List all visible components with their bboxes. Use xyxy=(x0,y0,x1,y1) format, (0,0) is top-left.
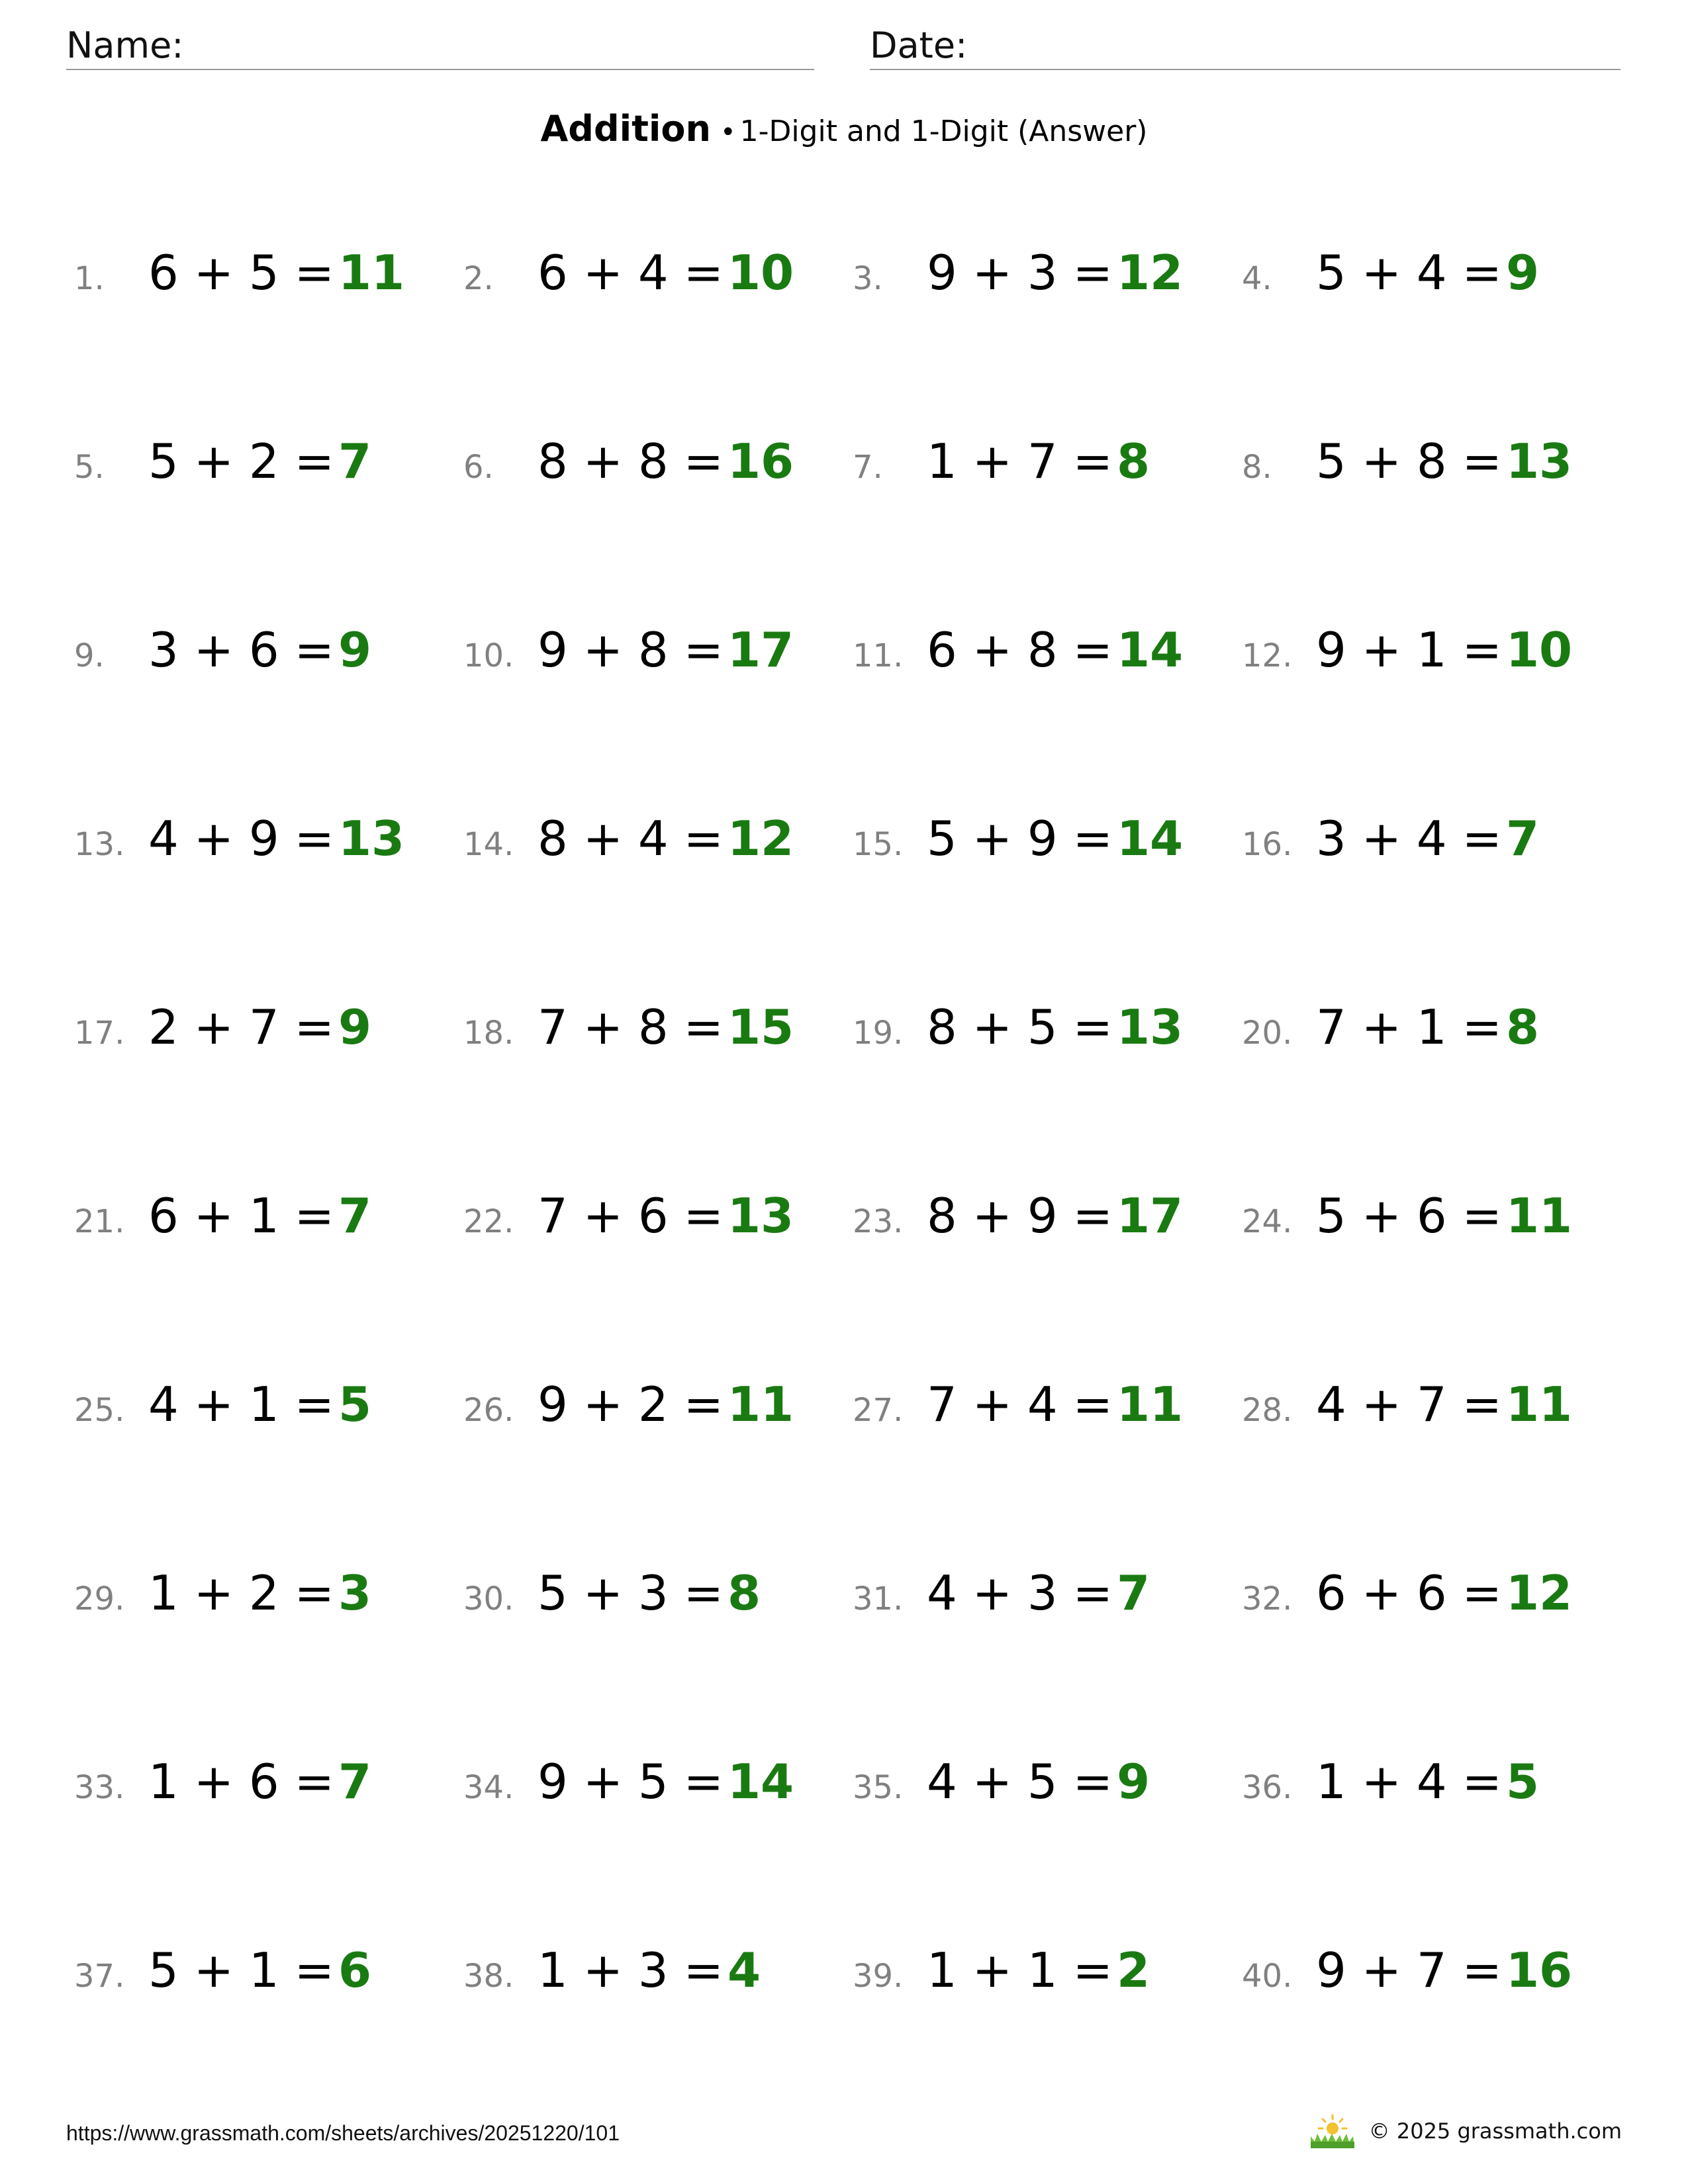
problem-item xyxy=(74,811,463,999)
problem-number: 8. xyxy=(1242,449,1272,486)
problem-answer: 5 xyxy=(1505,1754,1540,1809)
problem-answer: 11 xyxy=(1505,1377,1573,1432)
problem-expression: 6 + 1 = xyxy=(148,1188,334,1244)
problem-expression: 9 + 5 = xyxy=(538,1754,724,1809)
problem-expression: 6 + 6 = xyxy=(1316,1565,1502,1621)
problem-answer: 13 xyxy=(1505,433,1573,489)
problem-answer: 14 xyxy=(1116,622,1184,678)
problem-expression: 5 + 2 = xyxy=(148,433,334,489)
problem-expression: 1 + 7 = xyxy=(927,433,1113,489)
name-label: Name: xyxy=(66,24,184,66)
problem-expression: 5 + 4 = xyxy=(1316,245,1502,300)
problem-answer: 6 xyxy=(338,1942,372,1998)
problem-item xyxy=(853,622,1242,811)
problem-answer: 7 xyxy=(1116,1565,1150,1621)
problem-expression: 5 + 3 = xyxy=(538,1565,724,1621)
date-label: Date: xyxy=(870,24,968,66)
problem-expression: 5 + 9 = xyxy=(927,811,1113,866)
problem-answer: 4 xyxy=(727,1942,761,1998)
problem-number: 17. xyxy=(74,1015,125,1052)
problem-number: 12. xyxy=(1242,637,1293,674)
problem-item xyxy=(74,999,463,1188)
problem-expression: 9 + 1 = xyxy=(1316,622,1502,678)
problem-item xyxy=(74,1942,463,2131)
problem-number: 30. xyxy=(463,1580,514,1617)
problem-expression: 4 + 1 = xyxy=(148,1377,334,1432)
problem-answer: 16 xyxy=(727,433,794,489)
problem-expression: 9 + 3 = xyxy=(927,245,1113,300)
problem-answer: 16 xyxy=(1505,1942,1573,1998)
problem-number: 15. xyxy=(853,826,904,863)
problem-expression: 3 + 4 = xyxy=(1316,811,1502,866)
problem-expression: 7 + 4 = xyxy=(927,1377,1113,1432)
problem-answer: 17 xyxy=(727,622,794,678)
problem-expression: 7 + 1 = xyxy=(1316,999,1502,1055)
problem-number: 18. xyxy=(463,1015,514,1052)
problem-answer: 14 xyxy=(1116,811,1184,866)
problem-number: 31. xyxy=(853,1580,904,1617)
problem-expression: 5 + 1 = xyxy=(148,1942,334,1998)
problem-item xyxy=(853,1565,1242,1754)
problem-item xyxy=(463,433,853,622)
problem-item xyxy=(853,1942,1242,2131)
problem-item xyxy=(1242,433,1631,622)
problem-number: 26. xyxy=(463,1392,514,1429)
problem-expression: 7 + 6 = xyxy=(538,1188,724,1244)
problem-expression: 6 + 5 = xyxy=(148,245,334,300)
problem-answer: 3 xyxy=(338,1565,372,1621)
problem-item xyxy=(1242,1565,1631,1754)
problem-item xyxy=(853,811,1242,999)
problem-item xyxy=(853,1377,1242,1565)
problem-item xyxy=(74,1565,463,1754)
problem-answer: 7 xyxy=(1505,811,1540,866)
problem-item xyxy=(463,811,853,999)
problem-answer: 9 xyxy=(338,622,372,678)
problem-answer: 11 xyxy=(1505,1188,1573,1244)
problem-number: 29. xyxy=(74,1580,125,1617)
problem-expression: 7 + 8 = xyxy=(538,999,724,1055)
problem-expression: 8 + 9 = xyxy=(927,1188,1113,1244)
problem-item xyxy=(1242,245,1631,433)
problem-number: 11. xyxy=(853,637,904,674)
problem-number: 16. xyxy=(1242,826,1293,863)
problem-number: 21. xyxy=(74,1203,125,1240)
problem-expression: 1 + 1 = xyxy=(927,1942,1113,1998)
problem-item xyxy=(853,999,1242,1188)
problem-number: 10. xyxy=(463,637,514,674)
problem-item xyxy=(74,1754,463,1942)
problem-expression: 4 + 3 = xyxy=(927,1565,1113,1621)
problem-item xyxy=(463,622,853,811)
problem-number: 7. xyxy=(853,449,883,486)
problem-item xyxy=(1242,1754,1631,1942)
problem-number: 20. xyxy=(1242,1015,1293,1052)
problem-number: 32. xyxy=(1242,1580,1293,1617)
title-subtitle: 1-Digit and 1-Digit (Answer) xyxy=(739,114,1148,148)
problem-answer: 14 xyxy=(727,1754,794,1809)
problem-answer: 15 xyxy=(727,999,794,1055)
problem-item xyxy=(463,1754,853,1942)
problem-number: 2. xyxy=(463,260,494,297)
problem-item xyxy=(463,245,853,433)
problem-number: 40. xyxy=(1242,1958,1293,1995)
problem-item xyxy=(463,1565,853,1754)
problem-expression: 8 + 8 = xyxy=(538,433,724,489)
problem-answer: 10 xyxy=(727,245,794,300)
footer-brand xyxy=(1308,2113,1622,2150)
problem-answer: 13 xyxy=(1116,999,1184,1055)
problem-expression: 6 + 4 = xyxy=(538,245,724,300)
problem-answer: 7 xyxy=(338,1754,372,1809)
problem-answer: 11 xyxy=(727,1377,794,1432)
problem-item xyxy=(463,999,853,1188)
problem-expression: 1 + 2 = xyxy=(148,1565,334,1621)
title-separator: • xyxy=(720,117,736,148)
problem-number: 3. xyxy=(853,260,883,297)
problem-number: 28. xyxy=(1242,1392,1293,1429)
problem-item xyxy=(74,1188,463,1377)
problem-number: 13. xyxy=(74,826,125,863)
problem-item xyxy=(853,1754,1242,1942)
problem-item xyxy=(1242,1942,1631,2131)
problem-expression: 5 + 6 = xyxy=(1316,1188,1502,1244)
problem-number: 25. xyxy=(74,1392,125,1429)
problem-answer: 13 xyxy=(727,1188,794,1244)
worksheet-title xyxy=(0,106,1688,161)
problem-answer: 8 xyxy=(1116,433,1150,489)
problem-item xyxy=(463,1942,853,2131)
problem-number: 35. xyxy=(853,1769,904,1806)
problem-answer: 12 xyxy=(1116,245,1184,300)
problem-answer: 12 xyxy=(1505,1565,1573,1621)
problem-number: 4. xyxy=(1242,260,1272,297)
problem-expression: 6 + 8 = xyxy=(927,622,1113,678)
problem-number: 37. xyxy=(74,1958,125,1995)
grass-sun-logo-icon xyxy=(1308,2113,1357,2150)
problem-answer: 10 xyxy=(1505,622,1573,678)
problem-answer: 9 xyxy=(338,999,372,1055)
problem-item xyxy=(1242,811,1631,999)
problem-expression: 9 + 2 = xyxy=(538,1377,724,1432)
problem-answer: 11 xyxy=(1116,1377,1184,1432)
footer-url[interactable]: https://www.grassmath.com/sheets/archives/20251220/101 xyxy=(66,2121,620,2145)
problem-answer: 12 xyxy=(727,811,794,866)
problem-number: 27. xyxy=(853,1392,904,1429)
problem-number: 33. xyxy=(74,1769,125,1806)
problem-answer: 8 xyxy=(727,1565,761,1621)
problem-answer: 2 xyxy=(1116,1942,1150,1998)
problem-item xyxy=(853,245,1242,433)
problem-number: 23. xyxy=(853,1203,904,1240)
problem-answer: 9 xyxy=(1505,245,1540,300)
problem-item xyxy=(1242,1188,1631,1377)
problem-expression: 2 + 7 = xyxy=(148,999,334,1055)
problem-answer: 7 xyxy=(338,433,372,489)
problem-answer: 13 xyxy=(338,811,405,866)
problem-expression: 9 + 8 = xyxy=(538,622,724,678)
date-field[interactable] xyxy=(870,23,1620,70)
problem-number: 6. xyxy=(463,449,494,486)
title-main: Addition xyxy=(540,108,711,150)
problem-item xyxy=(463,1188,853,1377)
problem-answer: 5 xyxy=(338,1377,372,1432)
problem-number: 34. xyxy=(463,1769,514,1806)
problem-item xyxy=(1242,999,1631,1188)
problem-item xyxy=(853,433,1242,622)
problem-number: 5. xyxy=(74,449,105,486)
problem-expression: 5 + 8 = xyxy=(1316,433,1502,489)
problem-number: 19. xyxy=(853,1015,904,1052)
problem-expression: 1 + 3 = xyxy=(538,1942,724,1998)
problem-item xyxy=(853,1188,1242,1377)
problem-number: 22. xyxy=(463,1203,514,1240)
problem-expression: 1 + 6 = xyxy=(148,1754,334,1809)
problem-expression: 4 + 9 = xyxy=(148,811,334,866)
problem-expression: 8 + 4 = xyxy=(538,811,724,866)
footer-copyright: © 2025 grassmath.com xyxy=(1368,2118,1622,2144)
name-field[interactable] xyxy=(66,23,814,70)
problem-expression: 4 + 5 = xyxy=(927,1754,1113,1809)
problem-number: 38. xyxy=(463,1958,514,1995)
problem-number: 1. xyxy=(74,260,105,297)
problem-answer: 11 xyxy=(338,245,405,300)
problem-item xyxy=(1242,1377,1631,1565)
problem-item xyxy=(74,622,463,811)
problem-number: 24. xyxy=(1242,1203,1293,1240)
problem-number: 14. xyxy=(463,826,514,863)
problem-item xyxy=(1242,622,1631,811)
problem-item xyxy=(74,1377,463,1565)
problem-item xyxy=(463,1377,853,1565)
problem-number: 9. xyxy=(74,637,105,674)
problem-number: 36. xyxy=(1242,1769,1293,1806)
problem-item xyxy=(74,245,463,433)
problem-expression: 1 + 4 = xyxy=(1316,1754,1502,1809)
problem-answer: 9 xyxy=(1116,1754,1150,1809)
problem-item xyxy=(74,433,463,622)
problem-expression: 8 + 5 = xyxy=(927,999,1113,1055)
problem-expression: 9 + 7 = xyxy=(1316,1942,1502,1998)
problem-grid xyxy=(74,245,1636,2131)
problem-expression: 4 + 7 = xyxy=(1316,1377,1502,1432)
problem-answer: 8 xyxy=(1505,999,1540,1055)
problem-expression: 3 + 6 = xyxy=(148,622,334,678)
problem-answer: 7 xyxy=(338,1188,372,1244)
problem-answer: 17 xyxy=(1116,1188,1184,1244)
problem-number: 39. xyxy=(853,1958,904,1995)
